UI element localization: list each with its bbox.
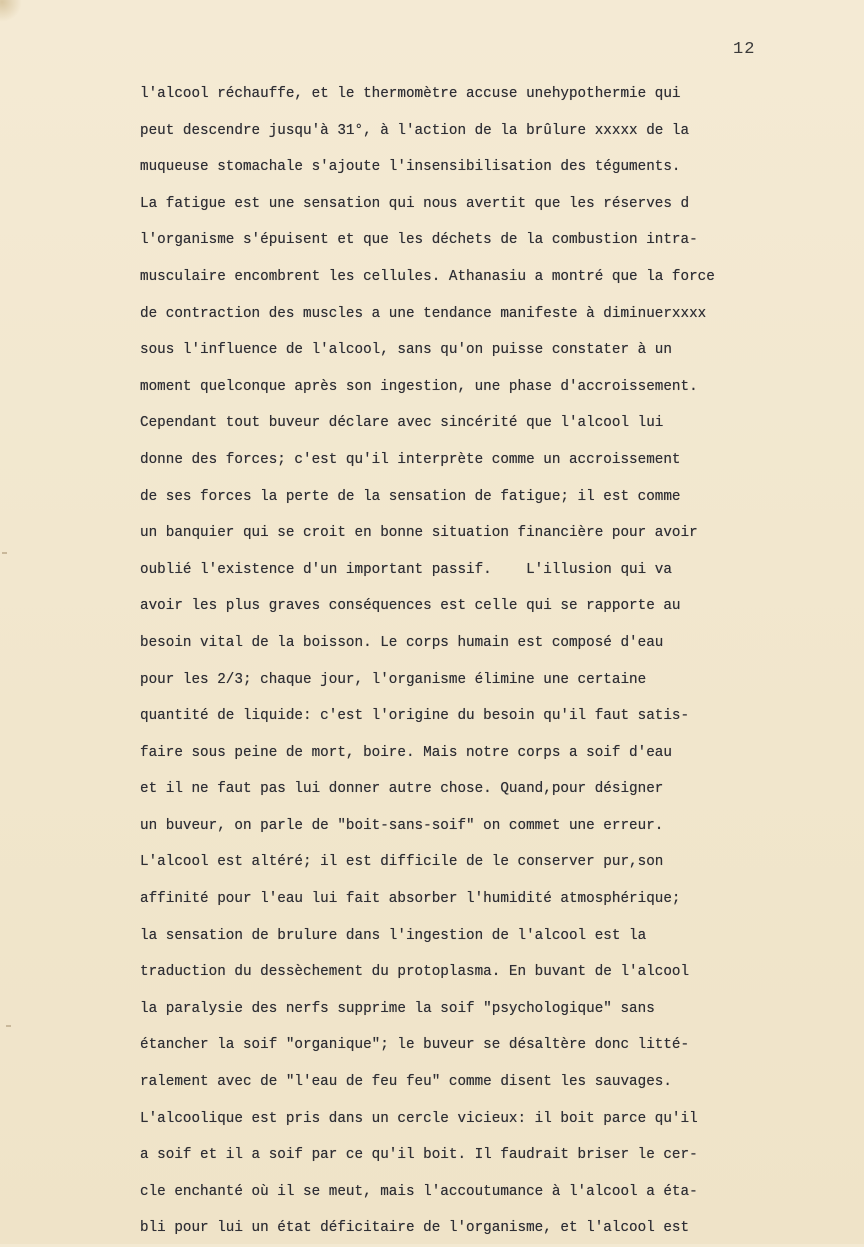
text-line: avoir les plus graves conséquences est celle qui se rapporte au [140,598,681,615]
text-line: pour les 2/3; chaque jour, l'organisme élimine une certaine [140,671,647,688]
text-line: faire sous peine de mort, boire. Mais notre corps a soif d'eau [140,744,672,761]
text-line: besoin vital de la boisson. Le corps humain est composé d'eau [140,634,664,651]
text-line: a soif et il a soif par ce qu'il boit. Il faudrait briser le cer- [140,1147,698,1164]
text-line: quantité de liquide: c'est l'origine du besoin qu'il faut satis- [140,708,690,725]
text-line: la sensation de brulure dans l'ingestion de l'alcool est la [140,927,647,944]
text-line: donne des forces; c'est qu'il interprète comme un accroissement [140,451,681,468]
text-line: traduction du dessèchement du protoplasma. En buvant de l'alcool [140,964,690,981]
text-line: et il ne faut pas lui donner autre chose. Quand,pour désigner [140,781,664,798]
text-line: moment quelconque après son ingestion, une phase d'accroissement. [140,378,698,395]
text-line: de ses forces la perte de la sensation de fatigue; il est comme [140,488,681,505]
text-line: l'alcool réchauffe, et le thermomètre accuse unehypothermie qui [140,86,681,102]
text-line: Cependant tout buveur déclare avec sincérité que l'alcool lui [140,415,664,432]
text-line: un banquier qui se croit en bonne situation financière pour avoir [140,525,698,542]
paper-stain [0,0,22,22]
text-line: muqueuse stomachale s'ajoute l'insensibilisation des téguments. [140,159,681,176]
typed-text-body [140,76,856,1247]
text-line: musculaire encombrent les cellules. Athanasiu a montré que la force [140,268,715,285]
margin-mark [6,1025,11,1027]
text-line: La fatigue est une sensation qui nous avertit que les réserves d [140,195,690,212]
text-line: affinité pour l'eau lui fait absorber l'humidité atmosphérique; [140,891,681,908]
text-line: cle enchanté où il se meut, mais l'accoutumance à l'alcool a éta- [140,1183,698,1200]
text-line: oublié l'existence d'un important passif. L'illusion qui va [140,561,672,578]
text-line: de contraction des muscles a une tendance manifeste à diminuerxxxx [140,305,707,322]
text-line: L'alcool est altéré; il est difficile de le conserver pur,son [140,854,664,871]
text-line: peut descendre jusqu'à 31°, à l'action de la brûlure xxxxx de la [140,122,690,139]
margin-mark [2,552,7,554]
text-line: étancher la soif "organique"; le buveur se désaltère donc litté- [140,1037,690,1054]
text-line: ralement avec de "l'eau de feu feu" comme disent les sauvages. [140,1074,672,1091]
text-line: bli pour lui un état déficitaire de l'organisme, et l'alcool est [140,1220,690,1237]
text-line: un buveur, on parle de "boit-sans-soif" on commet une erreur. [140,817,664,834]
text-line: sous l'influence de l'alcool, sans qu'on puisse constater à un [140,342,672,359]
text-line: la paralysie des nerfs supprime la soif "psychologique" sans [140,1000,655,1017]
text-line: L'alcoolique est pris dans un cercle vicieux: il boit parce qu'il [140,1110,698,1127]
text-line: l'organisme s'épuisent et que les déchets de la combustion intra- [140,232,698,249]
page-number: 12 [733,40,756,59]
